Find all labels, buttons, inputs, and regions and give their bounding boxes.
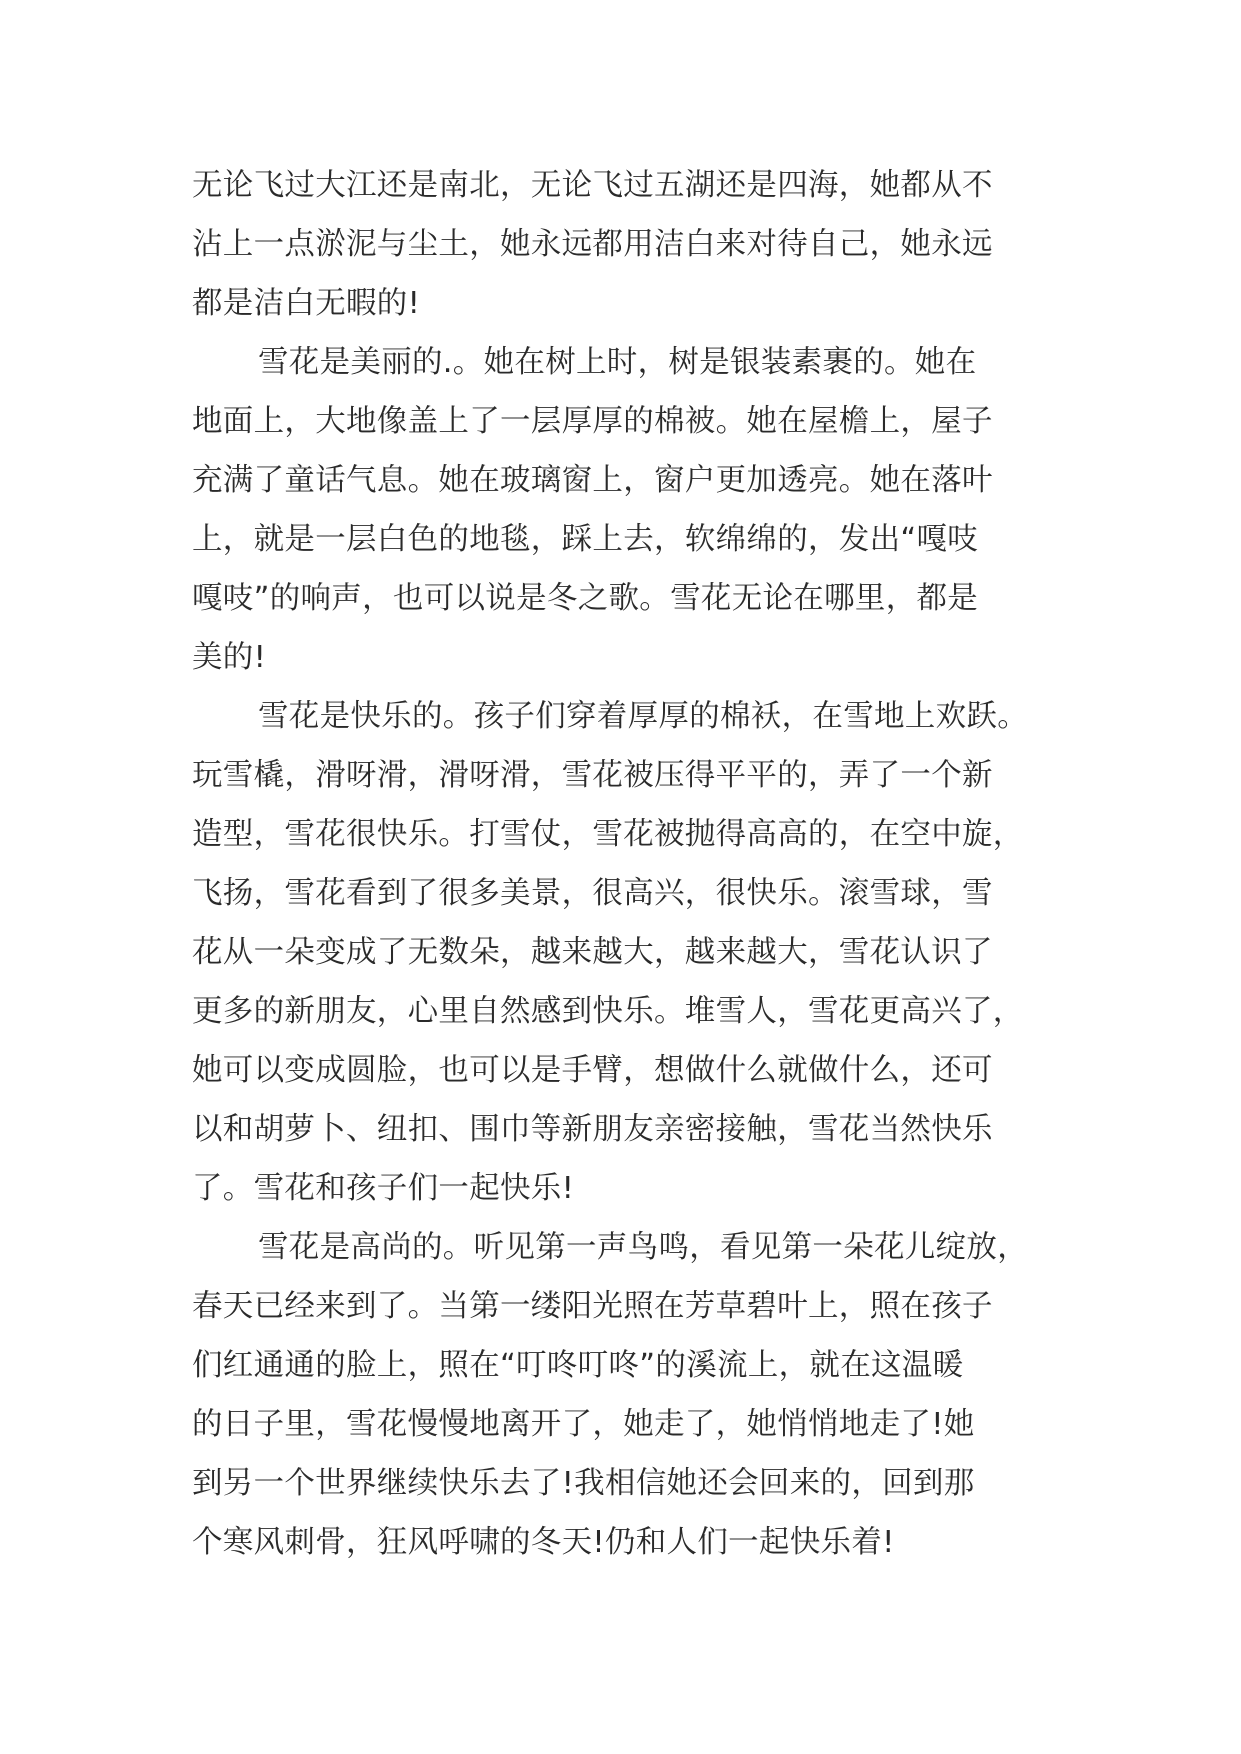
paragraph <box>192 1218 1058 1572</box>
text-line: 造型，雪花很快乐。打雪仗，雪花被抛得高高的，在空中旋， <box>192 817 1024 852</box>
text-line: 的日子里，雪花慢慢地离开了，她走了，她悄悄地走了!她 <box>192 1407 975 1442</box>
text-line: 雪花是高尚的。听见第一声鸟鸣，看见第一朵花儿绽放， <box>258 1230 1028 1265</box>
text-line: 以和胡萝卜、纽扣、围巾等新朋友亲密接触，雪花当然快乐 <box>192 1112 993 1147</box>
text-line: 美的! <box>192 640 267 675</box>
text-line: 花从一朵变成了无数朵，越来越大，越来越大，雪花认识了 <box>192 935 993 970</box>
text-line: 她可以变成圆脸，也可以是手臂，想做什么就做什么，还可 <box>192 1053 993 1088</box>
text-line: 玩雪橇，滑呀滑，滑呀滑，雪花被压得平平的，弄了一个新 <box>192 758 993 793</box>
text-line: 春天已经来到了。当第一缕阳光照在芳草碧叶上，照在孩子 <box>192 1289 993 1324</box>
text-line: 无论飞过大江还是南北，无论飞过五湖还是四海，她都从不 <box>192 168 993 203</box>
text-line: 地面上，大地像盖上了一层厚厚的棉被。她在屋檐上，屋子 <box>192 404 993 439</box>
text-line: 嘎吱”的响声，也可以说是冬之歌。雪花无论在哪里，都是 <box>192 581 979 616</box>
text-line: 到另一个世界继续快乐去了!我相信她还会回来的，回到那 <box>192 1466 975 1501</box>
text-line: 个寒风刺骨，狂风呼啸的冬天!仍和人们一起快乐着! <box>192 1525 895 1560</box>
document-body <box>192 156 1058 1572</box>
text-line: 们红通通的脸上，照在“叮咚叮咚”的溪流上，就在这温暖 <box>192 1348 964 1383</box>
paragraph <box>192 333 1058 687</box>
paragraph <box>192 687 1058 1218</box>
text-line: 沾上一点淤泥与尘土，她永远都用洁白来对待自己，她永远 <box>192 227 993 262</box>
text-line: 上，就是一层白色的地毯，踩上去，软绵绵的，发出“嘎吱 <box>192 522 979 557</box>
text-line: 飞扬，雪花看到了很多美景，很高兴，很快乐。滚雪球，雪 <box>192 876 993 911</box>
text-line: 雪花是美丽的.。她在树上时，树是银装素裹的。她在 <box>258 345 977 380</box>
text-line: 雪花是快乐的。孩子们穿着厚厚的棉袄，在雪地上欢跃。 <box>258 699 1028 734</box>
text-line: 更多的新朋友，心里自然感到快乐。堆雪人，雪花更高兴了， <box>192 994 1024 1029</box>
text-line: 了。雪花和孩子们一起快乐! <box>192 1171 575 1206</box>
text-line: 充满了童话气息。她在玻璃窗上，窗户更加透亮。她在落叶 <box>192 463 993 498</box>
text-line: 都是洁白无暇的! <box>192 286 421 321</box>
paragraph <box>192 156 1058 333</box>
